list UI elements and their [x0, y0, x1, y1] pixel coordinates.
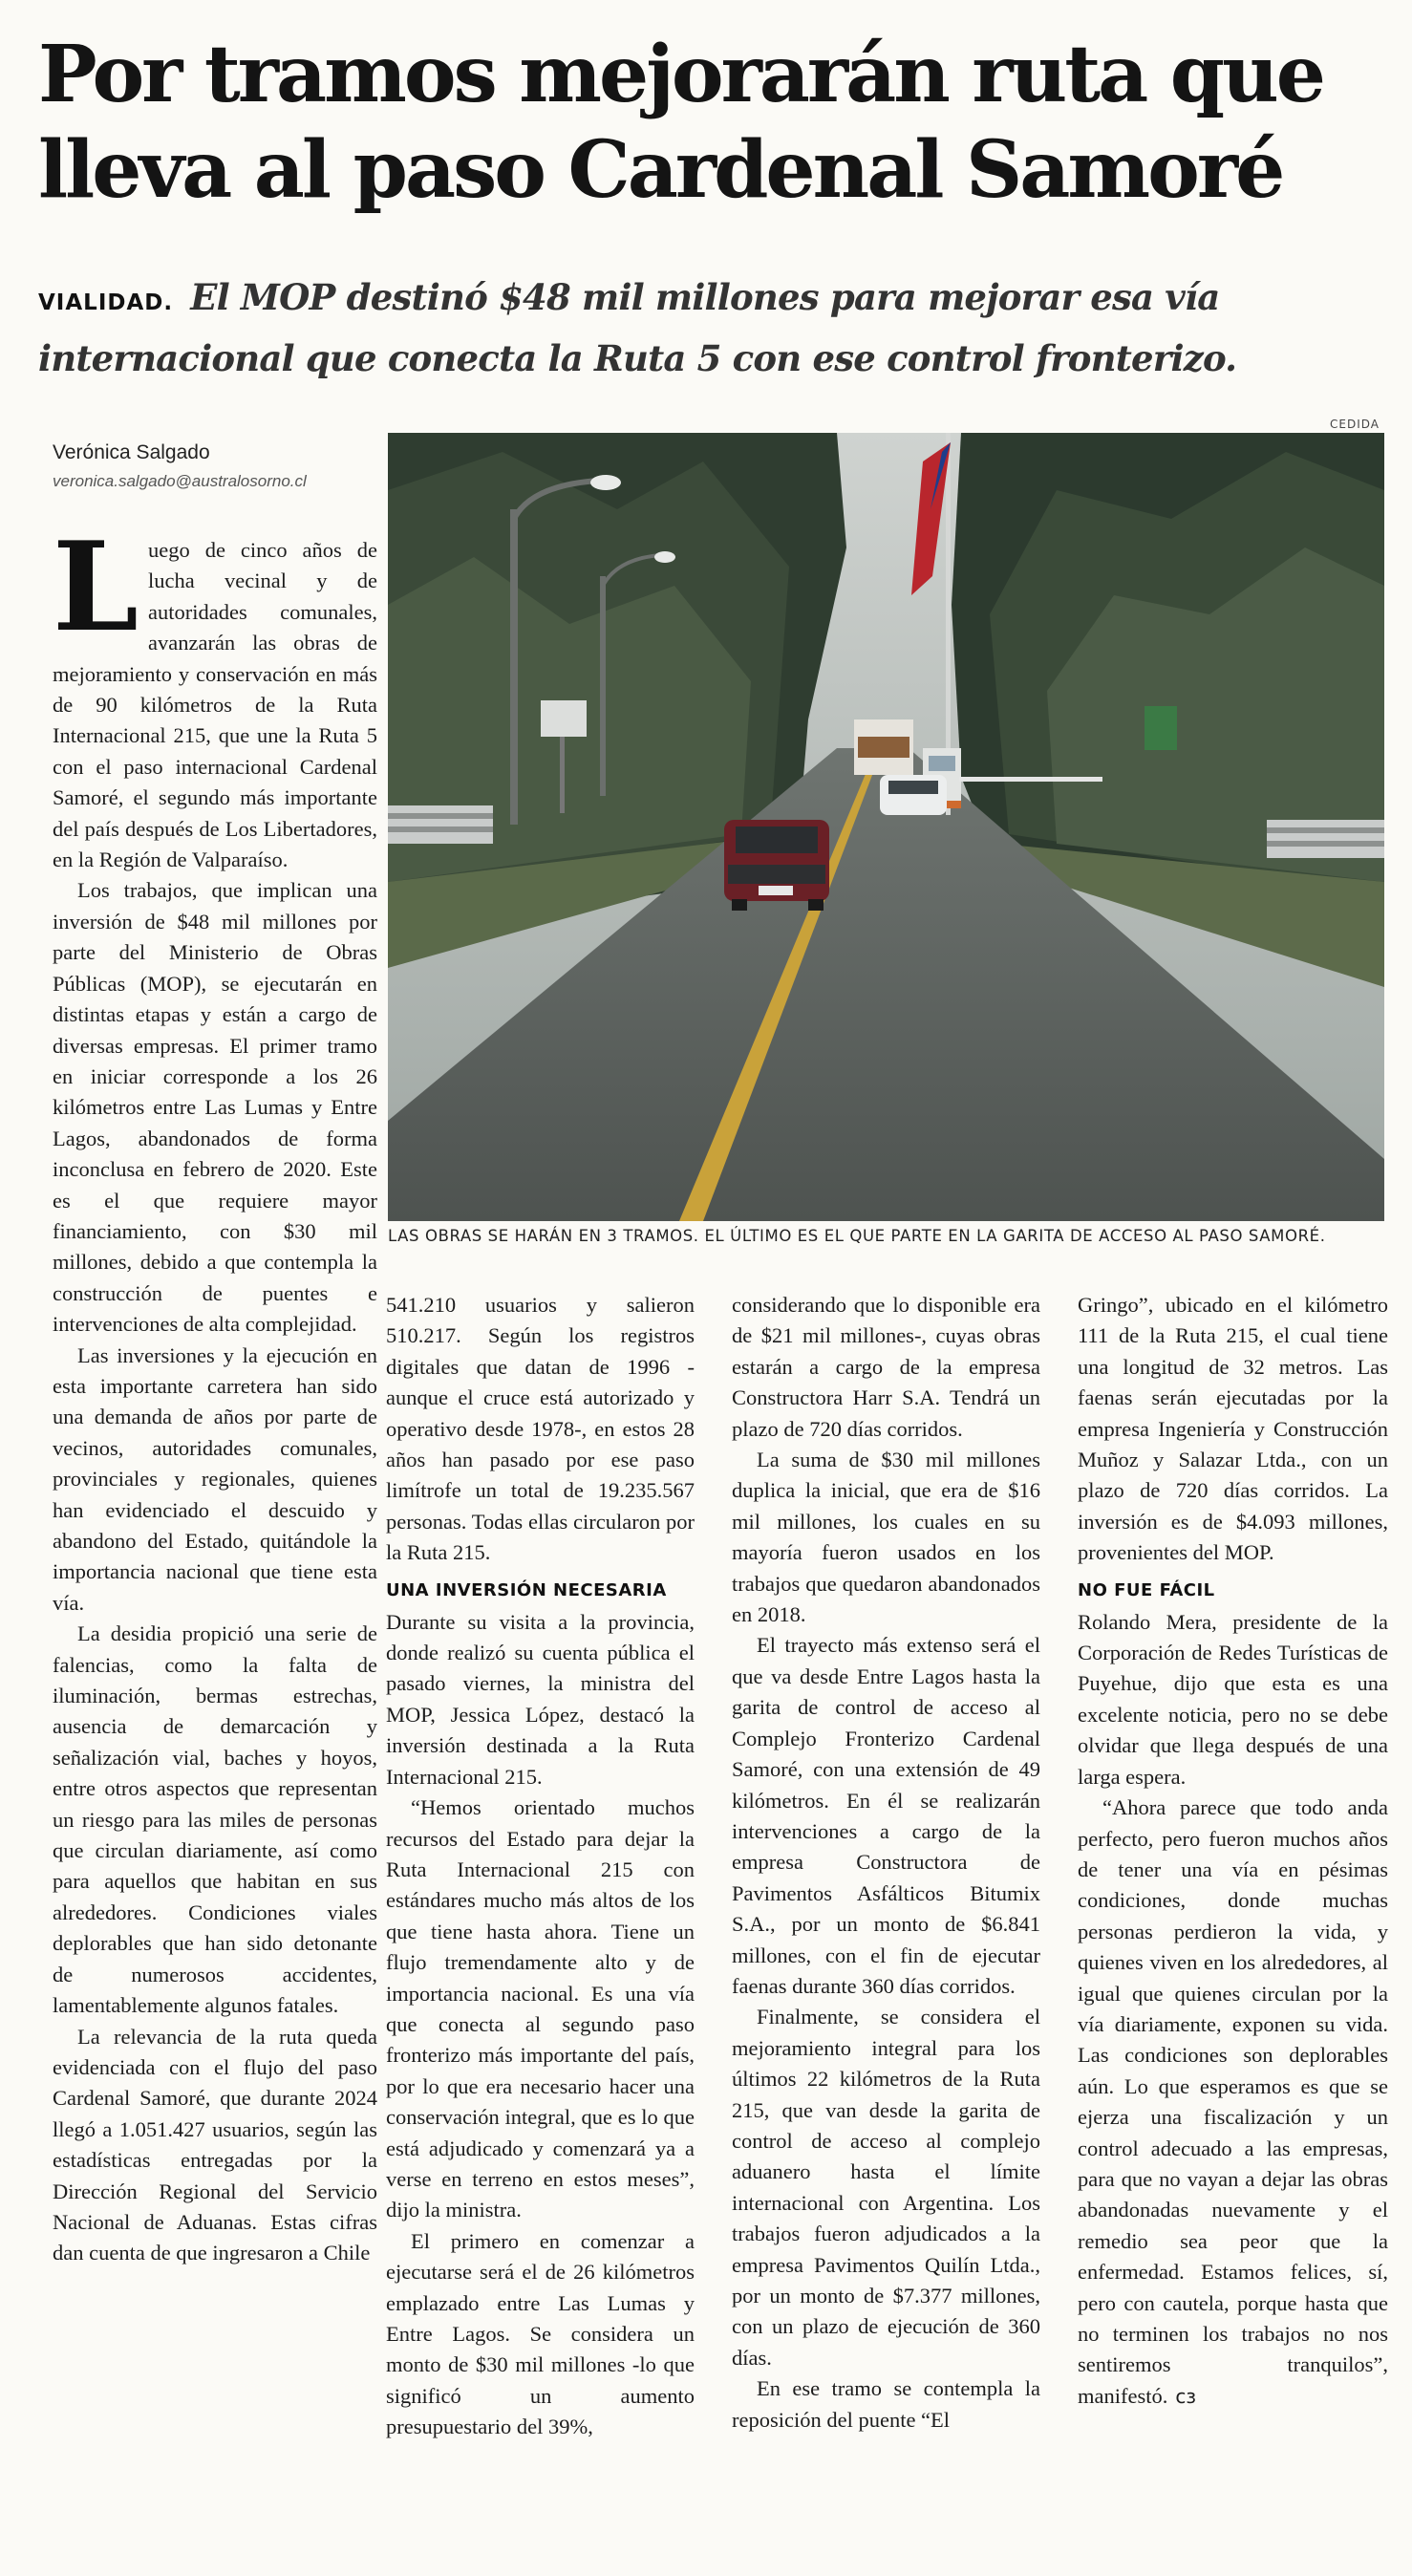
photo-caption: LAS OBRAS SE HARÁN EN 3 TRAMOS. EL ÚLTIMO ES EL QUE PARTE EN LA GARITA DE ACCESO AL PASO SAMORÉ. — [388, 1227, 1326, 1245]
paragraph: La desidia propició una serie de falencias, como la falta de iluminación, bermas estrechas, ausencia de demarcación y señalización vial, baches y hoyos, entre otros aspectos que representan un riesgo para las miles de personas que circulan diariamente, así como para aquellos que habitan en sus alrededores. Condiciones viales deplorables que han sido detonante de numerosos accidentes, lamentablemente algunos fatales. — [53, 1621, 377, 2018]
subhead-no-fue-facil: NO FUE FÁCIL — [1078, 1579, 1215, 1600]
paragraph-intro: Luego de cinco años de lucha vecinal y de autoridades comunales, avanzarán las obras de mejoramiento y conservación en más de 90 kilómetros de la Ruta Internacional 215, que une la Ruta 5 con el paso internacional Cardenal Samoré, el segundo más importante del país después de Los Libertadores, en la Región de Valparaíso. — [53, 516, 377, 872]
paragraph-quote: “Hemos orientado muchos recursos del Estado para dejar la Ruta Internacional 215 con estándares mucho más altos de los que tiene hasta ahora. Tiene un flujo tremendamente alto y de importancia nacional. Es una vía que conecta al segundo paso fronterizo más importante del país, por lo que era necesario hacer una conservación integral, que es lo que está adjudicado y comenzará ya a verse en terreno en estos meses”, dijo la ministra. — [386, 1795, 695, 2222]
deck — [38, 269, 1395, 386]
column-2 — [386, 1290, 695, 2443]
paragraph: Rolando Mera, presidente de la Corporación de Redes Turísticas de Puyehue, dijo que esta es una excelente noticia, pero no se debe olvidar que llega después de una larga espera. — [1078, 1609, 1388, 1789]
paragraph-continued: 541.210 usuarios y salieron 510.217. Según los registros digitales que datan de 1996 -aunque el cruce está autorizado y operativo desde 1978-, en estos 28 años han pasado por ese paso limítrofe un total de 19.235.567 personas. Todas ellas circularon por la Ruta 215. — [386, 1293, 695, 1565]
paragraph-continued: Gringo”, ubicado en el kilómetro 111 de la Ruta 215, el cual tiene una longitud de 32 metros. Las faenas serán ejecutadas por la empresa Ingeniería y Construcción Muñoz y Salazar Ltda., con un plazo de 720 días corridos. La inversión es de $4.093 millones, provenientes del MOP. — [1078, 1293, 1388, 1565]
paragraph-quote: “Ahora parece que todo anda perfecto, pero fueron muchos años de tener una vía en pésimas condiciones, donde muchas personas perdieron la vida, y quienes viven en los alrededores, al igual que quienes circulan por la vía diariamente, exponen su vida. Las condiciones son deplorables aún. Lo que esperamos es que se ejerza una fiscalización y un control adecuado a las empresas, para que no vayan a dejar las obras abandonadas nuevamente y el remedio sea peor que la enfermedad. Estamos felices, sí, pero con cautela, porque hasta que no terminen los trabajos no nos sentiremos tranquilos”, manifestó. cз — [1078, 1795, 1388, 2408]
column-4 — [1078, 1290, 1388, 2412]
paragraph: Finalmente, se considera el mejoramiento integral para los últimos 22 kilómetros de la Ruta 215, que van desde la garita de control de acceso al complejo aduanero hasta el límite internacional con Argentina. Los trabajos fueron adjudicados a la empresa Pavimentos Quilín Ltda., por un monto de $7.377 millones, con un plazo de ejecución de 360 días. — [732, 2005, 1040, 2370]
author-email[interactable]: veronica.salgado@australosorno.cl — [53, 472, 307, 490]
paragraph: La relevancia de la ruta queda evidenciada con el flujo del paso Cardenal Samoré, que durante 2024 llegó a 1.051.427 usuarios, según las estadísticas entregadas por la Dirección Regional del Servicio Nacional de Aduanas. Estas cifras dan cuenta de que ingresaron a Chile — [53, 2024, 377, 2265]
paragraph: En ese tramo se contempla la reposición del puente “El — [732, 2376, 1040, 2432]
column-3 — [732, 1290, 1040, 2436]
paragraph-continued: considerando que lo disponible era de $21 mil millones-, cuyas obras estarán a cargo de la empresa Constructora Harr S.A. Tendrá un plazo de 720 días corridos. — [732, 1293, 1040, 1441]
paragraph: El primero en comenzar a ejecutarse será el de 26 kilómetros emplazado entre Las Lumas y Entre Lagos. Se considera un monto de $30 mil millones -lo que significó un aumento presupuestario del 39%, — [386, 2228, 695, 2439]
author-name: Verónica Salgado — [53, 441, 210, 463]
paragraph: Los trabajos, que implican una inversión de $48 mil millones por parte del Ministerio de Obras Públicas (MOP), se ejecutarán en distintas etapas y están a cargo de diversas empresas. El primer tramo en iniciar corresponde a los 26 kilómetros entre Las Lumas y Entre Lagos, abandonados de forma inconclusa en febrero de 2020. Este es el que requiere mayor financiamiento, con $30 mil millones, debido a que contempla la construcción de puentes e intervenciones de alta complejidad. — [53, 878, 377, 1337]
article-photo — [388, 433, 1384, 1221]
road-photo-illustration — [388, 433, 1384, 1221]
subhead-inversion: UNA INVERSIÓN NECESARIA — [386, 1579, 667, 1600]
photo-credit: CEDIDA — [1330, 418, 1380, 431]
deck-text: El MOP destinó $48 mil millones para mejorar esa vía internacional que conecta la Ruta 5 con ese control fronterizo. — [38, 276, 1237, 379]
headline: Por tramos mejorarán ruta que lleva al paso Cardenal Samoré — [38, 29, 1323, 216]
paragraph: El trayecto más extenso será el que va desde Entre Lagos hasta la garita de control de acceso al Complejo Fronterizo Cardenal Samoré, con una extensión de 49 kilómetros. En él se realizarán intervenciones a cargo de la empresa Constructora de Pavimentos Asfálticos Bitumix S.A., por un monto de $6.841 millones, con el fin de ejecutar faenas durante 360 días corridos. — [732, 1633, 1040, 1998]
column-1 — [53, 516, 377, 2269]
deck-kicker: VIALIDAD. — [38, 290, 174, 315]
byline — [53, 441, 377, 491]
paragraph: Durante su visita a la provincia, donde realizó su cuenta pública el pasado viernes, la ministra del MOP, Jessica López, destacó la inversión destinada a la Ruta Internacional 215. — [386, 1609, 695, 1789]
paragraph: Las inversiones y la ejecución en esta importante carretera han sido una demanda de años por parte de vecinos, autoridades comunales, provinciales y regionales, quienes han evidenciado el descuido y abandono del Estado, quitándole la importancia nacional que tiene esta vía. — [53, 1342, 377, 1615]
paragraph: La suma de $30 mil millones duplica la inicial, que era de $16 mil millones, los cuales en su mayoría fueron usados en los trabajos que quedaron abandonados en 2018. — [732, 1448, 1040, 1627]
end-mark: cз — [1175, 2384, 1196, 2408]
drop-cap: L — [53, 516, 139, 659]
